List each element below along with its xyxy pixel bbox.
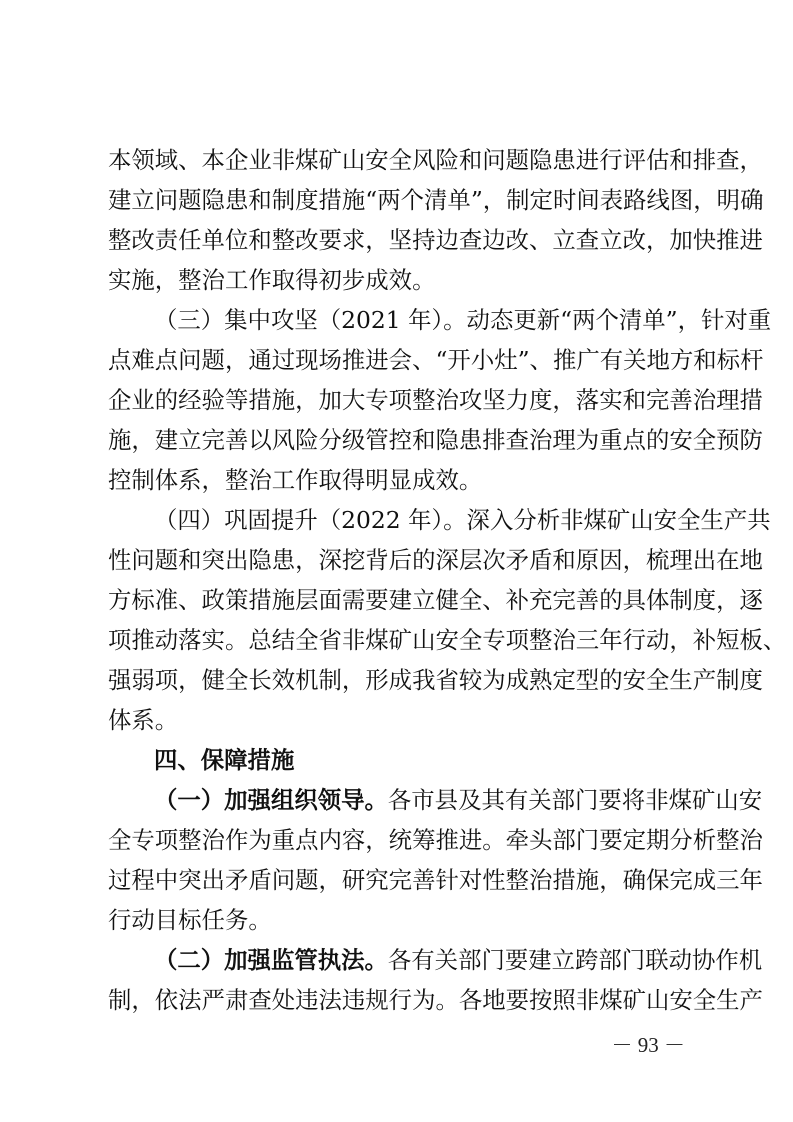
body-text-line (154, 780, 763, 820)
body-text-line: 行动目标任务。 (108, 906, 272, 934)
paragraph-lead: （二）加强监管执法。 (154, 946, 388, 974)
body-text-line: 项推动落实。总结全省非煤矿山安全专项整治三年行动，补短板、 (108, 626, 787, 654)
body-text-line: 施，建立完善以风险分级管控和隐患排查治理为重点的安全预防 (108, 426, 763, 454)
body-text-line: 实施，整治工作取得初步成效。 (108, 266, 436, 294)
body-text-line: 体系。 (108, 706, 179, 734)
body-text-line: 点难点问题，通过现场推进会、“开小灶”、推广有关地方和标杆 (108, 346, 764, 374)
body-text-line: 本领域、本企业非煤矿山安全风险和问题隐患进行评估和排查， (108, 146, 763, 174)
paragraph-text: 各有关部门要建立跨部门联动协作机 (387, 946, 763, 974)
paragraph-lead: （一）加强组织领导。 (154, 786, 388, 814)
section-heading: 四、保障措施 (154, 746, 295, 774)
body-text-line: 控制体系，整治工作取得明显成效。 (108, 466, 483, 494)
body-text-line: 性问题和突出隐患，深挖背后的深层次矛盾和原因，梳理出在地 (108, 546, 763, 574)
body-text-line: 过程中突出矛盾问题，研究完善针对性整治措施，确保完成三年 (108, 866, 763, 894)
body-text-line: 制，依法严肃查处违法违规行为。各地要按照非煤矿山安全生产 (108, 986, 763, 1014)
body-text-line (154, 940, 763, 980)
body-text-line: （三）集中攻坚（2021 年）。动态更新“两个清单”，针对重 (154, 306, 772, 334)
body-text-line: 方标准、政策措施层面需要建立健全、补充完善的具体制度，逐 (108, 586, 763, 614)
paragraph-text: 各市县及其有关部门要将非煤矿山安 (387, 786, 763, 814)
body-text-line: （四）巩固提升（2022 年）。深入分析非煤矿山安全生产共 (154, 506, 771, 534)
body-text-line: 整改责任单位和整改要求，坚持边查边改、立查立改，加快推进 (108, 226, 763, 254)
page-number: － 93 － (611, 1033, 685, 1057)
body-text-line: 强弱项，健全长效机制，形成我省较为成熟定型的安全生产制度 (108, 666, 763, 694)
body-text-line: 企业的经验等措施，加大专项整治攻坚力度，落实和完善治理措 (108, 386, 763, 414)
body-text-line: 建立问题隐患和制度措施“两个清单”，制定时间表路线图，明确 (108, 186, 764, 214)
body-text-line: 全专项整治作为重点内容，统筹推进。牵头部门要定期分析整治 (108, 826, 763, 854)
